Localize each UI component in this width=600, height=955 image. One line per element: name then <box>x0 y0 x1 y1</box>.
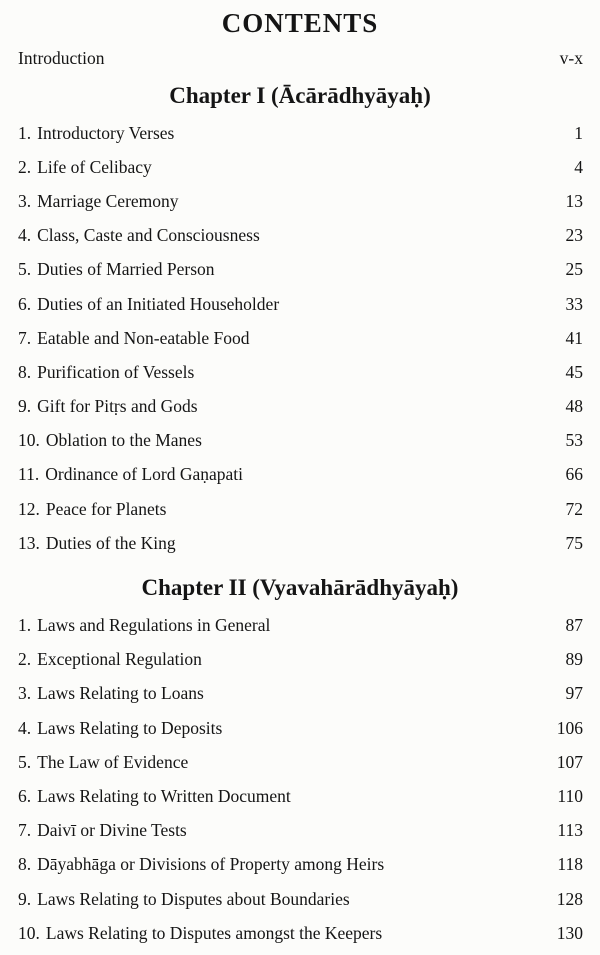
toc-row <box>0 608 600 642</box>
toc-row <box>0 814 600 848</box>
toc-item-label: Laws Relating to Loans <box>37 683 204 704</box>
toc-item-page: 1 <box>574 122 583 143</box>
toc-item-page: 75 <box>565 532 583 553</box>
toc-item-label: Laws Relating to Disputes amongst the Keepers <box>45 922 383 943</box>
toc-item-title <box>18 649 202 670</box>
toc-item-title <box>18 854 384 875</box>
toc-item-page: 45 <box>565 361 583 382</box>
toc-item-number: 5. <box>18 259 32 280</box>
intro-page-range: v-x <box>559 48 583 68</box>
page-title: CONTENTS <box>221 8 379 38</box>
toc-row <box>0 116 600 150</box>
toc-item-title <box>18 464 243 485</box>
toc-item-number: 11. <box>18 464 40 485</box>
intro-label: Introduction <box>18 48 105 68</box>
toc-item-title <box>18 157 152 178</box>
toc-item-title <box>18 752 188 773</box>
toc-item-title <box>18 123 174 144</box>
toc-item-number: 10. <box>18 430 40 451</box>
toc-row <box>0 779 600 813</box>
toc-item-number: 6. <box>18 785 32 806</box>
toc-item-label: Duties of the King <box>45 532 176 553</box>
toc-item-page: 97 <box>565 683 583 704</box>
toc-item-label: Duties of an Initiated Householder <box>37 293 280 314</box>
toc-row <box>0 916 600 950</box>
toc-row <box>0 355 600 389</box>
toc-item-label: Laws Relating to Deposits <box>37 717 223 738</box>
toc-item-label: Peace for Planets <box>45 498 167 519</box>
toc-item-page: 53 <box>565 430 583 451</box>
toc-row <box>0 150 600 184</box>
toc-item-number: 8. <box>18 854 32 875</box>
toc-item-title <box>18 683 204 704</box>
chapter1-heading: Chapter I (Ācārādhyāyaḥ) <box>169 83 431 108</box>
toc-item-title <box>18 499 166 520</box>
toc-item-label: Exceptional Regulation <box>37 649 202 670</box>
toc-item-number: 13. <box>18 532 40 553</box>
toc-item-title <box>18 191 179 212</box>
toc-item-number: 1. <box>18 122 32 143</box>
toc-row <box>0 643 600 677</box>
toc-item-number: 5. <box>18 751 32 772</box>
toc-item-number: 8. <box>18 361 32 382</box>
chapter2-list <box>0 608 600 950</box>
toc-item-page: 106 <box>556 717 583 738</box>
toc-row <box>0 321 600 355</box>
toc-item-number: 7. <box>18 327 32 348</box>
toc-item-label: Daivī or Divine Tests <box>37 820 187 841</box>
toc-row <box>0 492 600 526</box>
toc-row <box>0 677 600 711</box>
toc-row <box>0 711 600 745</box>
toc-item-number: 6. <box>18 293 32 314</box>
toc-row <box>0 287 600 321</box>
chapter1-list <box>0 116 600 560</box>
toc-item-page: 87 <box>565 615 583 636</box>
toc-item-page: 130 <box>556 922 583 943</box>
toc-item-page: 107 <box>556 751 583 772</box>
toc-item-label: Laws Relating to Disputes about Boundaries <box>37 888 350 909</box>
toc-item-page: 118 <box>557 854 583 875</box>
toc-row <box>0 219 600 253</box>
toc-item-label: Introductory Verses <box>37 122 175 143</box>
toc-item-title <box>18 396 198 417</box>
toc-item-title <box>18 328 249 349</box>
toc-item-title <box>18 923 382 944</box>
toc-item-title <box>18 820 187 841</box>
toc-row <box>0 424 600 458</box>
toc-row <box>0 253 600 287</box>
toc-item-page: 33 <box>565 293 583 314</box>
toc-row <box>0 390 600 424</box>
toc-row <box>0 745 600 779</box>
toc-item-number: 10. <box>18 922 40 943</box>
chapter2-heading: Chapter II (Vyavahārādhyāyaḥ) <box>141 575 459 601</box>
toc-item-label: Laws Relating to Written Document <box>37 785 291 806</box>
toc-item-page: 113 <box>557 820 583 841</box>
toc-item-label: Laws and Regulations in General <box>37 615 271 636</box>
toc-item-page: 48 <box>565 396 583 417</box>
toc-item-title <box>18 718 222 739</box>
toc-item-number: 1. <box>18 615 32 636</box>
toc-item-number: 3. <box>18 190 32 211</box>
toc-item-label: Gift for Pitṛs and Gods <box>37 396 198 417</box>
toc-item-title <box>18 294 279 315</box>
toc-item-title <box>18 533 176 554</box>
toc-item-label: Dāyabhāga or Divisions of Property among Heirs <box>37 854 385 875</box>
toc-item-page: 128 <box>556 888 583 909</box>
toc-item-number: 4. <box>18 225 32 246</box>
toc-item-label: Eatable and Non-eatable Food <box>37 327 250 348</box>
toc-item-label: Duties of Married Person <box>37 259 215 280</box>
toc-item-page: 41 <box>565 327 583 348</box>
toc-item-title <box>18 362 194 383</box>
toc-row <box>0 526 600 560</box>
toc-item-title <box>18 889 350 910</box>
toc-item-title <box>18 615 270 636</box>
toc-item-page: 66 <box>565 464 583 485</box>
toc-item-page: 89 <box>565 649 583 670</box>
toc-item-title <box>18 259 215 280</box>
toc-item-page: 23 <box>565 225 583 246</box>
toc-item-page: 25 <box>565 259 583 280</box>
toc-row <box>0 882 600 916</box>
toc-item-label: The Law of Evidence <box>37 751 189 772</box>
toc-row <box>0 458 600 492</box>
toc-item-label: Life of Celibacy <box>37 156 152 177</box>
intro-row <box>0 48 600 74</box>
toc-row <box>0 848 600 882</box>
toc-item-label: Ordinance of Lord Gaṇapati <box>45 464 243 485</box>
toc-item-page: 4 <box>574 156 583 177</box>
toc-item-page: 110 <box>557 785 583 806</box>
toc-row <box>0 184 600 218</box>
toc-item-title <box>18 225 260 246</box>
toc-item-number: 12. <box>18 498 40 519</box>
toc-item-label: Class, Caste and Consciousness <box>37 225 260 246</box>
toc-item-title <box>18 430 202 451</box>
toc-item-page: 13 <box>565 190 583 211</box>
toc-item-number: 2. <box>18 156 32 177</box>
toc-item-number: 3. <box>18 683 32 704</box>
toc-item-number: 9. <box>18 888 32 909</box>
toc-item-number: 7. <box>18 820 32 841</box>
toc-item-label: Oblation to the Manes <box>45 430 202 451</box>
toc-item-number: 9. <box>18 396 32 417</box>
toc-item-number: 4. <box>18 717 32 738</box>
toc-item-number: 2. <box>18 649 32 670</box>
toc-item-label: Marriage Ceremony <box>37 190 179 211</box>
toc-item-page: 72 <box>565 498 583 519</box>
toc-item-title <box>18 786 291 807</box>
toc-item-label: Purification of Vessels <box>37 361 195 382</box>
